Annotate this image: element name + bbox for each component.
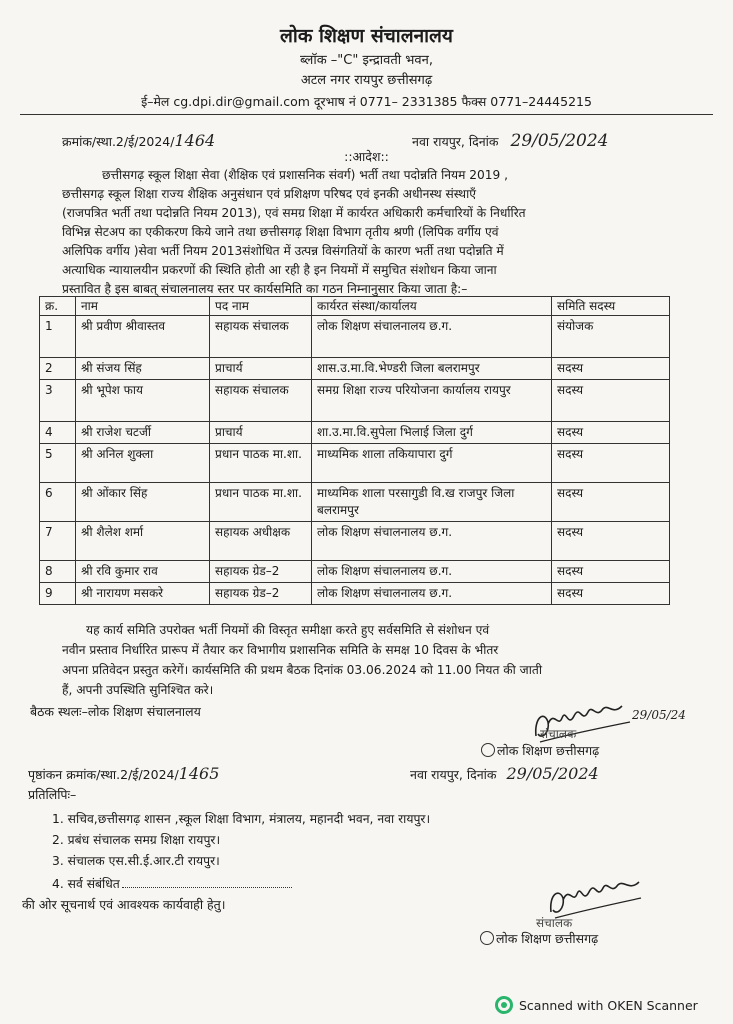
order-body-line: प्रस्तावित है इस बाबत् संचालनालय स्तर पर कार्यसमिति का गठन निम्नानुसार किया जाता है:– <box>62 282 468 296</box>
cell-role: सदस्य <box>552 483 670 522</box>
cell-name: श्री भूपेश फाय <box>76 380 210 422</box>
order-body <box>62 166 672 299</box>
table-row <box>40 422 670 444</box>
scanner-text: Scanned with OKEN Scanner <box>519 997 698 1013</box>
cell-serial: 9 <box>40 583 76 605</box>
header-designation: पद नाम <box>210 297 312 316</box>
blank-dotted-line <box>122 887 292 888</box>
table-row <box>40 444 670 483</box>
copy-label: प्रतिलिपिः– <box>28 787 77 802</box>
signature-1-office <box>481 742 599 759</box>
stamp-icon <box>481 743 495 757</box>
cell-name: श्री नारायण मसकरे <box>76 583 210 605</box>
cell-office: लोक शिक्षण संचालनालय छ.ग. <box>312 561 552 583</box>
order-body-line: अत्याधिक न्यायालयीन प्रकरणों की स्थिति होती आ रही है इन नियमों में समुचित संशोधन किया जाना <box>62 263 497 277</box>
closing-line: यह कार्य समिति उपरोक्त भर्ती नियमों की विस्तृत समीक्षा करते हुए सर्वसमिति से संशोधन एवं <box>86 623 490 637</box>
cell-name: श्री ओंकार सिंह <box>76 483 210 522</box>
endorsement-place-date-label: नवा रायपुर, दिनांक <box>410 767 497 782</box>
copy-item-2: 2. प्रबंध संचालक समग्र शिक्षा रायपुर। <box>52 833 221 847</box>
cell-designation: सहायक संचालक <box>210 380 312 422</box>
cell-role: सदस्य <box>552 522 670 561</box>
table-row <box>40 483 670 522</box>
order-body-line: (राजपत्रित भर्ती तथा पदोन्नति नियम 2013), एवं समग्र शिक्षा में कार्यरत अधिकारी कर्मचारियों के निर्धारित <box>62 206 526 220</box>
header-name: नाम <box>76 297 210 316</box>
oken-scanner-logo-icon <box>495 996 513 1014</box>
cell-designation: सहायक ग्रेड–2 <box>210 561 312 583</box>
endorsement-place-date <box>410 764 599 783</box>
signature-2-designation: संचालक <box>536 916 573 930</box>
cell-serial: 6 <box>40 483 76 522</box>
table-header-row <box>40 297 670 316</box>
cell-designation: सहायक संचालक <box>210 316 312 358</box>
cell-name: श्री राजेश चटर्जी <box>76 422 210 444</box>
cell-role: सदस्य <box>552 358 670 380</box>
cell-designation: सहायक ग्रेड–2 <box>210 583 312 605</box>
copy-item-1: 1. सचिव,छत्तीसगढ़ शासन ,स्कूल शिक्षा विभाग, मंत्रालय, महानदी भवन, नवा रायपुर। <box>52 812 431 826</box>
cell-designation: प्राचार्य <box>210 358 312 380</box>
cell-role: सदस्य <box>552 561 670 583</box>
header-office: कार्यरत संस्था/कार्यालय <box>312 297 552 316</box>
table-row <box>40 380 670 422</box>
cell-office: समग्र शिक्षा राज्य परियोजना कार्यालय रायपुर <box>312 380 552 422</box>
cell-designation: प्रधान पाठक मा.शा. <box>210 444 312 483</box>
table-row <box>40 316 670 358</box>
order-place-date-label: नवा रायपुर, दिनांक <box>412 134 499 149</box>
cell-office: माध्यमिक शाला परसागुडी वि.ख राजपुर जिला बलरामपुर <box>312 483 552 522</box>
cell-serial: 7 <box>40 522 76 561</box>
copy-item-3: 3. संचालक एस.सी.ई.आर.टी रायपुर। <box>52 854 220 868</box>
table-row <box>40 522 670 561</box>
copy-item-4-text: 4. सर्व संबंधित <box>52 877 120 891</box>
endorsement-ref-number: 1465 <box>178 764 220 783</box>
scanner-watermark <box>495 996 698 1014</box>
stamp-icon <box>480 931 494 945</box>
cell-role: सदस्य <box>552 583 670 605</box>
cell-office: शा.उ.मा.वि.सुपेला भिलाई जिला दुर्ग <box>312 422 552 444</box>
signature-1-designation: संचालक <box>540 727 577 741</box>
cell-role: सदस्य <box>552 380 670 422</box>
endorsement-closing: की ओर सूचनार्थ एवं आवश्यक कार्यवाही हेतु। <box>22 897 226 912</box>
table-row <box>40 358 670 380</box>
order-ref-prefix: क्रमांक/स्था.2/ई/2024/ <box>62 134 175 149</box>
cell-serial: 2 <box>40 358 76 380</box>
table-row <box>40 561 670 583</box>
cell-serial: 4 <box>40 422 76 444</box>
committee-table <box>39 296 670 605</box>
cell-designation: प्रधान पाठक मा.शा. <box>210 483 312 522</box>
closing-line: हैं, अपनी उपस्थिति सुनिश्चित करे। <box>62 683 214 697</box>
cell-name: श्री अनिल शुक्ला <box>76 444 210 483</box>
cell-designation: प्राचार्य <box>210 422 312 444</box>
order-body-line: अलिपिक वर्गीय )सेवा भर्ती नियम 2013संशोधित में उत्पन्न विसंगतियों के कारण भर्ती तथा पदोन्नति में <box>62 244 504 258</box>
endorsement-date: 29/05/2024 <box>506 764 599 783</box>
cell-serial: 5 <box>40 444 76 483</box>
cell-name: श्री प्रवीण श्रीवास्तव <box>76 316 210 358</box>
order-body-line: विभिन्न सेटअप का एकीकरण किये जाने तथा छत्तीसगढ़ शिक्षा विभाग तृतीय श्रणी (लिपिक वर्गीय एवं <box>62 225 499 239</box>
cell-role: सदस्य <box>552 422 670 444</box>
order-heading: ::आदेश:: <box>344 149 389 164</box>
signature-2-office-text: लोक शिक्षण छत्तीसगढ़ <box>496 931 599 946</box>
cell-name: श्री रवि कुमार राव <box>76 561 210 583</box>
table-row <box>40 583 670 605</box>
order-body-line: छत्तीसगढ़ स्कूल शिक्षा सेवा (शैक्षिक एवं प्रशासनिक संवर्ग) भर्ती तथा पदोन्नति नियम 2019 , <box>102 168 508 182</box>
cell-role: सदस्य <box>552 444 670 483</box>
cell-role: संयोजक <box>552 316 670 358</box>
cell-office: लोक शिक्षण संचालनालय छ.ग. <box>312 583 552 605</box>
endorsement-ref-prefix: पृष्ठांकन क्रमांक/स्था.2/ई/2024/ <box>28 767 179 782</box>
cell-office: शास.उ.मा.वि.भेण्डरी जिला बलरामपुर <box>312 358 552 380</box>
header-serial: क्र. <box>40 297 76 316</box>
cell-name: श्री शैलेश शर्मा <box>76 522 210 561</box>
closing-line: अपना प्रतिवेदन प्रस्तुत करेगें। कार्यसमिति की प्रथम बैठक दिनांक 03.06.2024 को 11.00 नियत की जाती <box>62 663 542 677</box>
cell-serial: 3 <box>40 380 76 422</box>
order-ref-number: 1464 <box>174 131 216 150</box>
address-line-1: ब्लॉक –"C" इन्द्रावती भवन, <box>300 53 433 68</box>
cell-office: लोक शिक्षण संचालनालय छ.ग. <box>312 316 552 358</box>
cell-office: माध्यमिक शाला तकियापारा दुर्ग <box>312 444 552 483</box>
cell-designation: सहायक अधीक्षक <box>210 522 312 561</box>
endorsement-reference <box>28 764 219 783</box>
address-line-2: अटल नगर रायपुर छत्तीसगढ़ <box>300 73 433 88</box>
cell-name: श्री संजय सिंह <box>76 358 210 380</box>
copy-item-4 <box>52 875 292 892</box>
cell-serial: 8 <box>40 561 76 583</box>
header-divider <box>20 114 713 115</box>
signature-2-office <box>480 930 598 947</box>
header-role: समिति सदस्य <box>552 297 670 316</box>
order-date: 29/05/2024 <box>510 131 609 151</box>
order-body-line: छत्तीसगढ़ स्कूल शिक्षा राज्य शैक्षिक अनुसंधान एवं प्रशिक्षण परिषद एवं इनकी अधीनस्थ संस्थाएँ <box>62 187 476 201</box>
contact-line: ई–मेल cg.dpi.dir@gmail.com दूरभाष नं 0771– 2331385 फैक्स 0771–24445215 <box>141 94 592 109</box>
signature-1-office-text: लोक शिक्षण छत्तीसगढ़ <box>497 743 600 758</box>
office-title: लोक शिक्षण संचालनालय <box>280 25 453 47</box>
meeting-venue: बैठक स्थलः–लोक शिक्षण संचालनालय <box>30 704 201 719</box>
cell-serial: 1 <box>40 316 76 358</box>
signature-1-date: 29/05/24 <box>632 708 686 722</box>
cell-office: लोक शिक्षण संचालनालय छ.ग. <box>312 522 552 561</box>
closing-line: नवीन प्रस्ताव निर्धारित प्रारूप में तैयार कर विभागीय प्रशासनिक समिति के समक्ष 10 दिवस के भीतर <box>62 643 499 657</box>
